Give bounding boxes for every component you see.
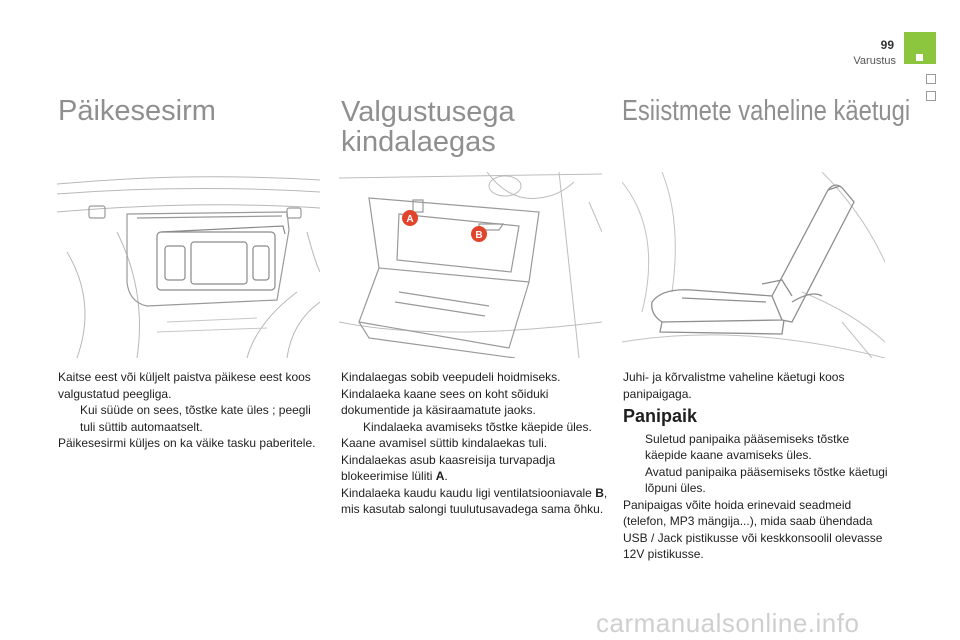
storage-subheading: Panipaik bbox=[623, 406, 698, 426]
sun-visor-paragraph-1: Kaitse eest või küljelt paistva päikese eest koos valgustatud peegliga. bbox=[58, 370, 311, 401]
glovebox-illustration bbox=[339, 172, 602, 358]
sun-visor-text bbox=[58, 369, 326, 452]
chapter-tab-box-2 bbox=[926, 91, 936, 101]
sun-visor-drawing bbox=[57, 172, 320, 358]
switch-label-a: A bbox=[435, 469, 445, 483]
armrest-text bbox=[623, 369, 891, 563]
vent-label-b: B bbox=[595, 485, 604, 500]
armrest-outro: Panipaigas võite hoida erinevaid seadmeid (telefon, MP3 mängija...), mida saab ühendada USB / Jack pistikusse või keskkonsoolil olevasse 12V pistikusse. bbox=[623, 497, 883, 561]
sun-visor-illustration bbox=[57, 172, 320, 358]
armrest-drawing bbox=[622, 172, 885, 358]
armrest-illustration bbox=[622, 172, 885, 358]
label-b-text: B bbox=[475, 230, 483, 241]
glovebox-paragraph-5: Kindalaeka kaudu kaudu ligi ventilatsiooniavale B, mis kasutab salongi tuulutusavadega sama õhku. bbox=[341, 485, 608, 516]
label-a-marker bbox=[402, 210, 418, 226]
glovebox-drawing bbox=[339, 172, 602, 358]
glovebox-paragraph-4: Kindalaekas asub kaasreisija turvapadja blokeerimise lüliti A. bbox=[341, 452, 556, 483]
page-number: 99 bbox=[880, 38, 894, 52]
watermark: carmanualsonline.info bbox=[596, 608, 860, 638]
sun-visor-paragraph-2: Päikesesirmi küljes on ka väike tasku paberitele. bbox=[58, 436, 316, 450]
sun-visor-bullet: Kui süüde on sees, tõstke kate üles ; peegli tuli süttib automaatselt. bbox=[80, 403, 311, 434]
glovebox-paragraph-2: Kindalaeka kaane sees on koht sõiduki dokumentide ja käsiraamatute jaoks. bbox=[341, 386, 549, 417]
chapter-tab-marker bbox=[916, 54, 923, 61]
section-name: Varustus bbox=[853, 55, 896, 67]
armrest-bullet-2: Avatud panipaika pääsemiseks tõstke käetugi lõpuni üles. bbox=[645, 464, 888, 495]
chapter-tab-box-1 bbox=[926, 74, 936, 84]
glovebox-paragraph-3: Kaane avamisel süttib kindalaekas tuli. bbox=[341, 436, 548, 450]
armrest-title: Esiistmete vaheline käetugi bbox=[622, 95, 911, 127]
label-a-text: A bbox=[406, 214, 414, 225]
armrest-intro: Juhi- ja kõrvalistme vaheline käetugi koos panipaigaga. bbox=[623, 370, 845, 401]
sun-visor-title: Päikesesirm bbox=[58, 95, 216, 127]
glovebox-paragraph-1: Kindalaegas sobib veepudeli hoidmiseks. bbox=[341, 370, 561, 384]
glovebox-text bbox=[341, 369, 609, 518]
glovebox-bullet: Kindalaeka avamiseks tõstke käepide üles. bbox=[363, 419, 592, 434]
label-b-marker bbox=[471, 226, 487, 242]
glovebox-title: Valgustusega kindalaegas bbox=[341, 96, 515, 158]
armrest-bullet-1: Suletud panipaika pääsemiseks tõstke käepide kaane avamiseks üles. bbox=[645, 431, 850, 462]
